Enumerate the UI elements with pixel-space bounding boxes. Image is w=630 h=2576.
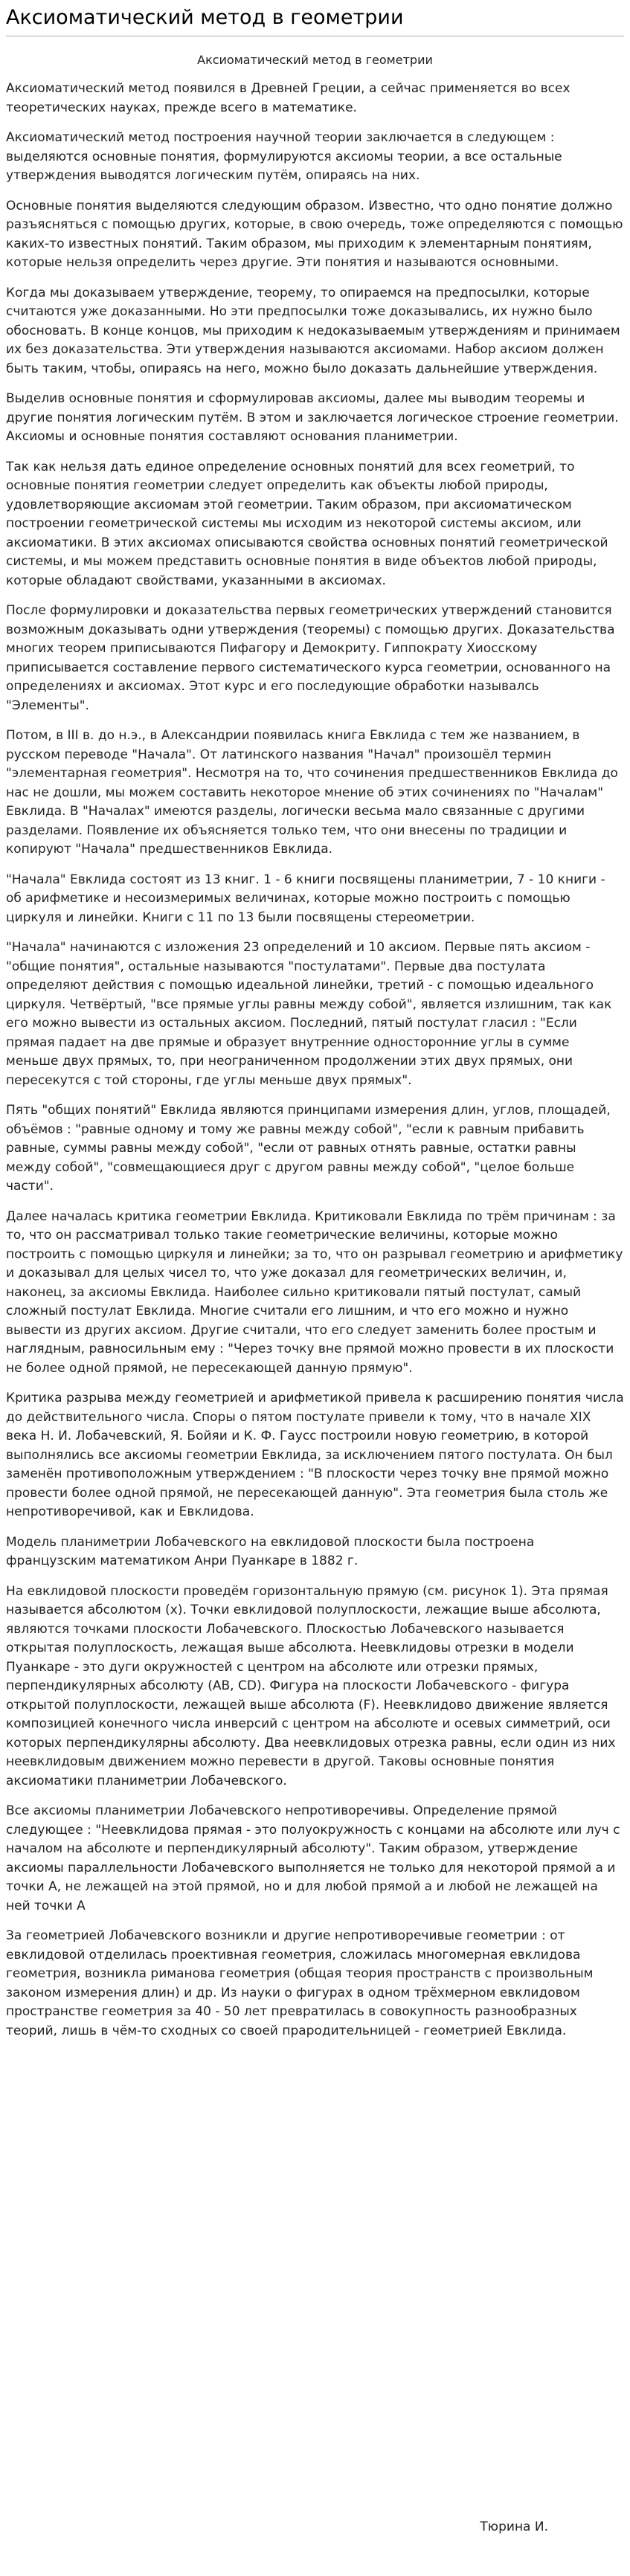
paragraph: "Начала" начинаются с изложения 23 определений и 10 аксиом. Первые пять аксиом - "общие понятия", остальные называются "постулатами". Первые два постулата определяют действия с помощью идеальной линейки, третий - с помощью идеального циркуля. Четвёртый, "все прямые углы равны между собой", является излишним, так как его можно вывести из остальных аксиом. Последний, пятый постулат гласил : "Если прямая падает на две прямые и образует внутренние односторонние углы в сумме меньше двух прямых, то, при неограниченном продолжении этих двух прямых, они пересекутся с той стороны, где углы меньше двух прямых". — [6, 940, 612, 1088]
paragraph: Основные понятия выделяются следующим образом. Известно, что одно понятие должно разъясняться с помощью других, которые, в свою очередь, тоже определяются с помощью каких-то известных понятий. Таким образом, мы приходим к элементарным понятиям, которые нельзя определить через другие. Эти понятия и называются основными. — [6, 198, 623, 271]
page-title: Аксиоматический метод в геометрии — [6, 0, 624, 36]
paragraph: Когда мы доказываем утверждение, теорему, то опираемся на предпосылки, которые считаются уже доказанными. Но эти предпосылки тоже доказывались, их нужно было обосновать. В конце концов, мы приходим к недоказываемым утверждениям и принимаем их без доказательства. Эти утверждения называются аксиомами. Набор аксиом должен быть таким, чтобы, опираясь на него, можно было доказать дальнейшие утверждения. — [6, 285, 620, 376]
paragraph: Выделив основные понятия и сформулировав аксиомы, далее мы выводим теоремы и другие понятия логическим путём. В этом и заключается логическое строение геометрии. Аксиомы и основные понятия составляют основания планиметрии. — [6, 391, 619, 445]
paragraph: Далее началась критика геометрии Евклида. Критиковали Евклида по трём причинам : за то, что он рассматривал только такие геометрические величины, которые можно построить с помощью циркуля и линейки; за то, что он разрывал геометрию и арифметику и доказывал для целых чисел то, что уже доказал для геометрических величин, и, наконец, за аксиомы Евклида. Наиболее сильно критиковали пятый постулат, самый сложный постулат Евклида. Многие считали его лишним, и что его можно и нужно вывести из других аксиом. Другие считали, что его следует заменить более простым и наглядным, равносильным ему : "Через точку вне прямой можно провести в их плоскости не более одной прямой, не пересекающей данную прямую". — [6, 1208, 623, 1376]
paragraph: За геометрией Лобачевского возникли и другие непротиворечивые геометрии : от евклидовой отделилась проективная геометрия, сложилась многомерная евклидова геометрия, возникла риманова геометрия (общая теория пространств с произвольным законом измерения длин) и др. Из науки о фигурах в одном трёхмерном евклидовом пространстве геометрия за 40 - 50 лет превратилась в совокупность разнообразных теорий, лишь в чём-то сходных со своей прародительницей - геометрией Евклида. — [6, 1928, 594, 2038]
paragraph: "Начала" Евклида состоят из 13 книг. 1 - 6 книги посвящены планиметрии, 7 - 10 книги - об арифметике и несоизмеримых величинах, которые можно построить с помощью циркуля и линейки. Книги с 11 по 13 были посвящены стереометрии. — [6, 872, 605, 925]
paragraph: Модель планиметрии Лобачевского на евклидовой плоскости была построена французским математиком Анри Пуанкаре в 1882 г. — [6, 1534, 535, 1569]
paragraph: Потом, в III в. до н.э., в Александрии появилась книга Евклида с тем же названием, в русском переводе "Начала". От латинского названия "Начал" произошёл термин "элементарная геометрия". Несмотря на то, что сочинения предшественников Евклида до нас не дошли, мы можем составить некоторое мнение об этих сочинениях по "Началам" Евклида. В "Началах" имеются разделы, логически весьма мало связанные с другими разделами. Появление их объясняется только тем, что они внесены по традиции и копируют "Начала" предшественников Евклида. — [6, 728, 618, 857]
paragraph: Так как нельзя дать единое определение основных понятий для всех геометрий, то основные понятия геометрии следует определить как объекты любой природы, удовлетворяющие аксиомам этой геометрии. Таким образом, при аксиоматическом построении геометрической системы мы исходим из некоторой системы аксиом, или аксиоматики. В этих аксиомах описываются свойства основных понятий геометрической системы, и мы можем представить основные понятия в виде объектов любой природы, которые обладают свойствами, указанными в аксиомах. — [6, 459, 608, 588]
paragraph: Критика разрыва между геометрией и арифметикой привела к расширению понятия числа до действительного числа. Споры о пятом постулате привели к тому, что в начале XIX века Н. И. Лобачевский, Я. Бойяи и К. Ф. Гаусс построили новую геометрию, в которой выполнялись все аксиомы геометрии Евклида, за исключением пятого постулата. Он был заменён противоположным утверждением : "В плоскости через точку вне прямой можно провести более одной прямой, не пересекающей данную". Эта геометрия была столь же непротиворечивой, как и Евклидова. — [6, 1391, 624, 1520]
article-heading: Аксиоматический метод в геометрии — [197, 53, 433, 68]
paragraph: После формулировки и доказательства первых геометрических утверждений становится возможным доказывать одни утверждения (теоремы) с помощью других. Доказательства многих теорем приписываются Пифагору и Демокриту. Гиппократу Хиосскому приписывается составление первого систематического курса геометрии, основанного на определениях и аксиомах. Этот курс и его последующие обработки называлсь "Элементы". — [6, 603, 615, 713]
paragraph: Аксиоматический метод появился в Древней Греции, а сейчас применяется во всех теоретических науках, прежде всего в математике. — [6, 81, 570, 115]
paragraph: Пять "общих понятий" Евклида являются принципами измерения длин, углов, площадей, объёмов : "равные одному и тому же равны между собой", "если к равным прибавить равные, суммы равны между собой", "если от равных отнять равные, остатки равны между собой", "совмещающиеся друг с другом равны между собой", "целое больше части". — [6, 1103, 611, 1194]
paragraph: Аксиоматический метод построения научной теории заключается в следующем : выделяются основные понятия, формулируются аксиомы теории, а все остальные утверждения выводятся логическим путём, опираясь на них. — [6, 130, 562, 184]
article-body — [6, 80, 624, 2041]
paragraph: На евклидовой плоскости проведём горизонтальную прямую (см. рисунок 1). Эта прямая называется абсолютом (x). Точки евклидовой полуплоскости, лежащие выше абсолюта, являются точками плоскости Лобачевского. Плоскостью Лобачевского называется открытая полуплоскость, лежащая выше абсолюта. Неевклидовы отрезки в модели Пуанкаре - это дуги окружностей с центром на абсолюте или отрезки прямых, перпендикулярных абсолюту (AB, CD). Фигура на плоскости Лобачевского - фигура открытой полуплоскости, лежащей выше абсолюта (F). Неевклидово движение является композицией конечного числа инверсий с центром на абсолюте и осевых симметрий, оси которых перпендикулярны абсолюту. Два неевклидовых отрезка равны, если один из них неевклидовым движением можно перевести в другой. Таковы основные понятия аксиоматики планиметрии Лобачевского. — [6, 1583, 616, 1788]
paragraph: Все аксиомы планиметрии Лобачевского непротиворечивы. Определение прямой следующее : "Неевклидова прямая - это полуокружность с концами на абсолюте или луч с началом на абсолюте и перпендикулярный абсолюту". Таким образом, утверждение аксиомы параллельности Лобачевского выполняется не только для некоторой прямой а и точки А, не лежащей на этой прямой, но и для любой прямой а и любой не лежащей на ней точки А — [6, 1803, 620, 1913]
author-signature: Тюрина И. — [480, 2519, 548, 2534]
